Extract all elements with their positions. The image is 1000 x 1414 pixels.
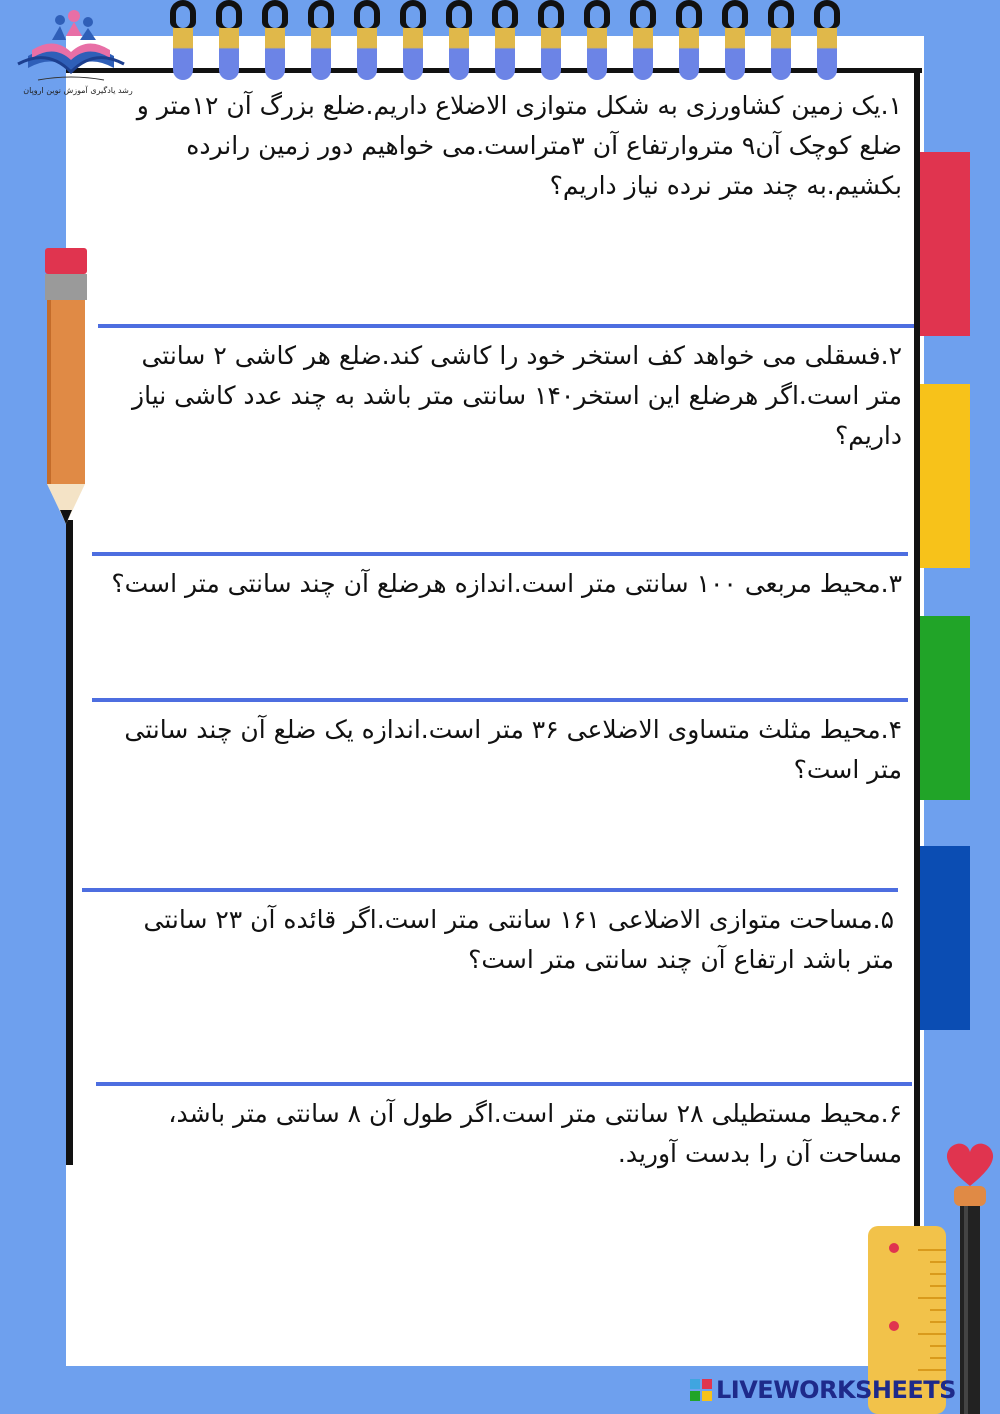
spiral-ring-icon [170,0,196,80]
spiral-ring-icon [400,0,426,80]
separator-line [92,552,908,556]
spiral-ring-icon [630,0,656,80]
brand-label: LIVEWORKSHEETS [716,1376,956,1404]
tab-red [920,152,970,336]
spiral-ring-icon [584,0,610,80]
pencil-icon [44,248,90,528]
spiral-ring-icon [354,0,380,80]
spiral-ring-icon [308,0,334,80]
spiral-ring-icon [722,0,748,80]
question-6 [104,1094,902,1174]
brand-watermark [690,1376,956,1404]
spiral-ring-icon [216,0,242,80]
question-5-text: ۵.مساحت متوازی الاضلاعی ۱۶۱ سانتی متر است.اگر قائده آن ۲۳ سانتی متر باشد ارتفاع آن چند سانتی متر است؟ [143,905,894,974]
tab-blue [920,846,970,1030]
left-border-line [66,520,73,1165]
separator-line [98,324,914,328]
book-icon [8,6,134,86]
question-6-text: ۶.محیط مستطیلی ۲۸ سانتی متر است.اگر طول آن ۸ سانتی متر باشد، مساحت آن را بدست آورید. [168,1099,902,1168]
spiral-ring-icon [814,0,840,80]
spiral-ring-icon [676,0,702,80]
logo-caption: رشد یادگیری آموزش نوین اروپان [23,86,133,95]
question-1 [110,86,902,206]
tab-green [920,616,970,800]
question-3 [110,564,902,604]
separator-line [96,1082,912,1086]
spiral-ring-icon [538,0,564,80]
spiral-ring-icon [492,0,518,80]
question-2-text: ۲.فسقلی می خواهد کف استخر خود را کاشی کند.ضلع هر کاشی ۲ سانتی متر است.اگر هرضلع این استخر۱۴۰ سانتی متر باشد به چند عدد کاشی نیاز داریم؟ [132,341,902,450]
question-4 [96,710,902,790]
spiral-ring-icon [262,0,288,80]
spiral-ring-icon [768,0,794,80]
question-2 [110,336,902,456]
question-1-text: ۱.یک زمین کشاورزی به شکل متوازی الاضلاع داریم.ضلع بزرگ آن ۱۲متر و ضلع کوچک آن۹ متروارتفاع آن ۳متراست.می خواهیم دور زمین رانرده بکشیم.به چند متر نرده نیاز داریم؟ [136,91,902,200]
spiral-ring-icon [446,0,472,80]
brush-icon [940,1140,1000,1414]
question-4-text: ۴.محیط مثلث متساوی الاضلاعی ۳۶ متر است.اندازه یک ضلع آن چند سانتی متر است؟ [124,715,902,784]
question-3-text: ۳.محیط مربعی ۱۰۰ سانتی متر است.اندازه هرضلع آن چند سانتی متر است؟ [111,569,902,598]
liveworksheets-logo-icon [690,1379,712,1401]
tab-yellow [920,384,970,568]
question-5 [110,900,894,980]
separator-line [82,888,898,892]
separator-line [92,698,908,702]
